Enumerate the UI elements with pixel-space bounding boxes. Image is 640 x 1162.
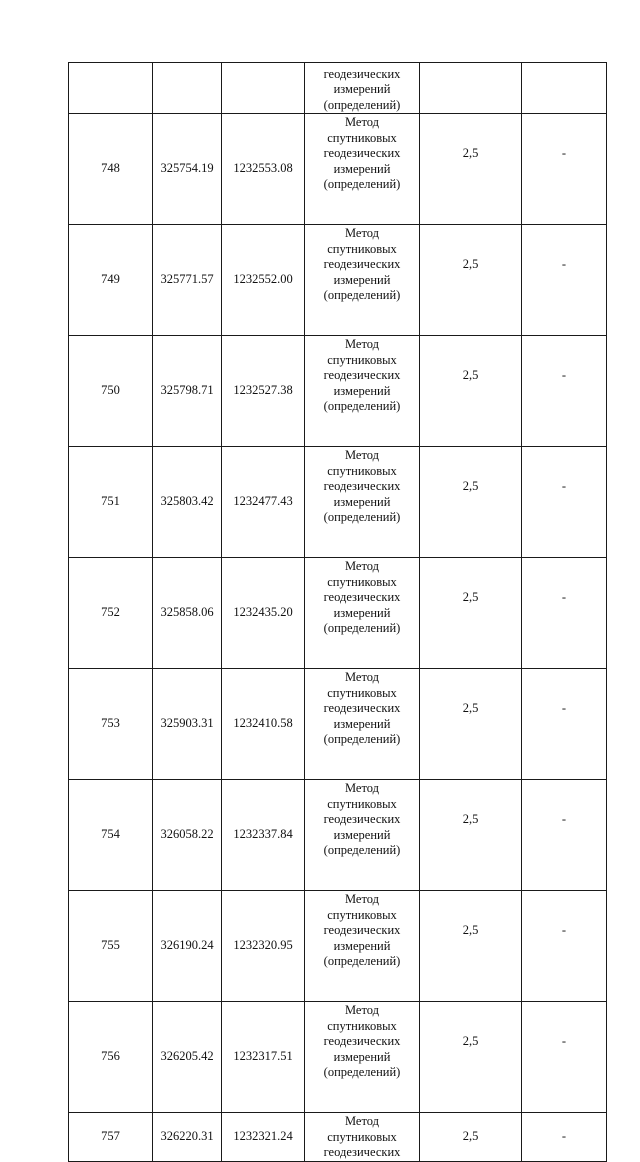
method-line: геодезических [323,1145,401,1159]
cell-method [305,669,420,780]
coordinates-table [68,62,607,1162]
cell-coordinate-x: 326190.24 [153,891,222,1002]
method-line: (определений) [323,843,401,857]
cell-note: - [522,780,607,891]
cell-method [305,1113,420,1162]
method-line: Метод [344,448,380,462]
method-line: спутниковых [327,685,397,700]
table-row-continuation [69,63,607,114]
method-line: (определений) [323,1065,401,1079]
cell-coordinate-y: 1232320.95 [222,891,305,1002]
cell-note: - [522,447,607,558]
method-line: спутниковых [327,463,397,478]
method-line: измерений [333,383,391,398]
method-line: (определений) [323,177,401,191]
method-line: спутниковых [327,907,397,922]
cell-note: - [522,114,607,225]
cell-note: - [522,1002,607,1113]
table-row [69,225,607,336]
cell-point-number: 755 [69,891,153,1002]
cell-point-number: 753 [69,669,153,780]
method-line: измерений [333,827,391,842]
cell-method [305,447,420,558]
method-line: измерений [333,938,391,953]
method-line: измерений [333,716,391,731]
cell-coordinate-y: 1232527.38 [222,336,305,447]
cell-note: - [522,1113,607,1162]
method-line: Метод [344,670,380,684]
cell-method [305,225,420,336]
method-line: измерений [333,494,391,509]
method-line: (определений) [323,954,401,968]
cell-coordinate-x [153,63,222,114]
method-line: геодезических [323,66,401,81]
cell-coordinate-y [222,63,305,114]
method-line: измерений [333,82,391,96]
method-line: спутниковых [327,796,397,811]
cell-note [522,63,607,114]
cell-coordinate-x: 326058.22 [153,780,222,891]
cell-coordinate-y: 1232435.20 [222,558,305,669]
method-line: измерений [333,272,391,287]
cell-note: - [522,225,607,336]
cell-accuracy: 2,5 [420,558,522,669]
cell-note: - [522,558,607,669]
cell-method [305,558,420,669]
cell-point-number [69,63,153,114]
cell-coordinate-x: 326220.31 [153,1113,222,1162]
cell-note: - [522,336,607,447]
cell-coordinate-y: 1232477.43 [222,447,305,558]
table-row [69,1113,607,1162]
cell-accuracy: 2,5 [420,114,522,225]
method-line: геодезических [323,812,401,826]
cell-coordinate-y: 1232317.51 [222,1002,305,1113]
cell-method [305,780,420,891]
cell-accuracy: 2,5 [420,669,522,780]
method-line: (определений) [323,399,401,413]
table-row [69,669,607,780]
method-line: Метод [344,1003,380,1017]
method-line: (определений) [323,97,401,112]
method-line: геодезических [323,590,401,604]
cell-coordinate-x: 325803.42 [153,447,222,558]
method-line: измерений [333,605,391,620]
table-row [69,1002,607,1113]
method-line: Метод [344,781,380,795]
cell-method [305,891,420,1002]
method-line: геодезических [323,146,401,160]
method-line: геодезических [323,257,401,271]
cell-note: - [522,669,607,780]
method-line: спутниковых [327,352,397,367]
cell-method [305,1002,420,1113]
cell-accuracy: 2,5 [420,225,522,336]
cell-coordinate-x: 326205.42 [153,1002,222,1113]
cell-coordinate-y: 1232410.58 [222,669,305,780]
method-line: измерений [333,1049,391,1064]
cell-note: - [522,891,607,1002]
cell-coordinate-x: 325798.71 [153,336,222,447]
cell-accuracy: 2,5 [420,891,522,1002]
cell-point-number: 751 [69,447,153,558]
method-line: Метод [344,559,380,573]
method-line: геодезических [323,701,401,715]
method-line: спутниковых [327,1129,397,1144]
cell-coordinate-x: 325754.19 [153,114,222,225]
cell-coordinate-y: 1232553.08 [222,114,305,225]
cell-point-number: 749 [69,225,153,336]
method-line: спутниковых [327,1018,397,1033]
table-row [69,558,607,669]
method-line: спутниковых [327,130,397,145]
table-row [69,780,607,891]
cell-method [305,336,420,447]
cell-accuracy: 2,5 [420,780,522,891]
cell-point-number: 756 [69,1002,153,1113]
cell-point-number: 750 [69,336,153,447]
cell-coordinate-x: 325771.57 [153,225,222,336]
method-line: (определений) [323,288,401,302]
method-line: (определений) [323,621,401,635]
method-line: Метод [344,226,380,240]
method-line: геодезических [323,1034,401,1048]
method-line: геодезических [323,368,401,382]
method-line: Метод [344,115,380,129]
cell-point-number: 754 [69,780,153,891]
cell-point-number: 748 [69,114,153,225]
cell-method [305,114,420,225]
cell-point-number: 752 [69,558,153,669]
table-row [69,891,607,1002]
cell-coordinate-x: 325903.31 [153,669,222,780]
cell-coordinate-y: 1232552.00 [222,225,305,336]
method-line: Метод [344,1114,380,1128]
method-line: спутниковых [327,574,397,589]
table-row [69,336,607,447]
cell-coordinate-x: 325858.06 [153,558,222,669]
cell-point-number: 757 [69,1113,153,1162]
method-line: геодезических [323,479,401,493]
cell-accuracy: 2,5 [420,1113,522,1162]
table-row [69,114,607,225]
method-line: Метод [344,337,380,351]
method-line: измерений [333,161,391,176]
cell-coordinate-y: 1232321.24 [222,1113,305,1162]
table-row [69,447,607,558]
method-line: (определений) [323,510,401,524]
cell-method [305,63,420,114]
cell-accuracy: 2,5 [420,447,522,558]
method-line: (определений) [323,732,401,746]
method-line: геодезических [323,923,401,937]
method-line: Метод [344,892,380,906]
method-line: спутниковых [327,241,397,256]
cell-accuracy: 2,5 [420,336,522,447]
cell-accuracy [420,63,522,114]
cell-accuracy: 2,5 [420,1002,522,1113]
cell-coordinate-y: 1232337.84 [222,780,305,891]
